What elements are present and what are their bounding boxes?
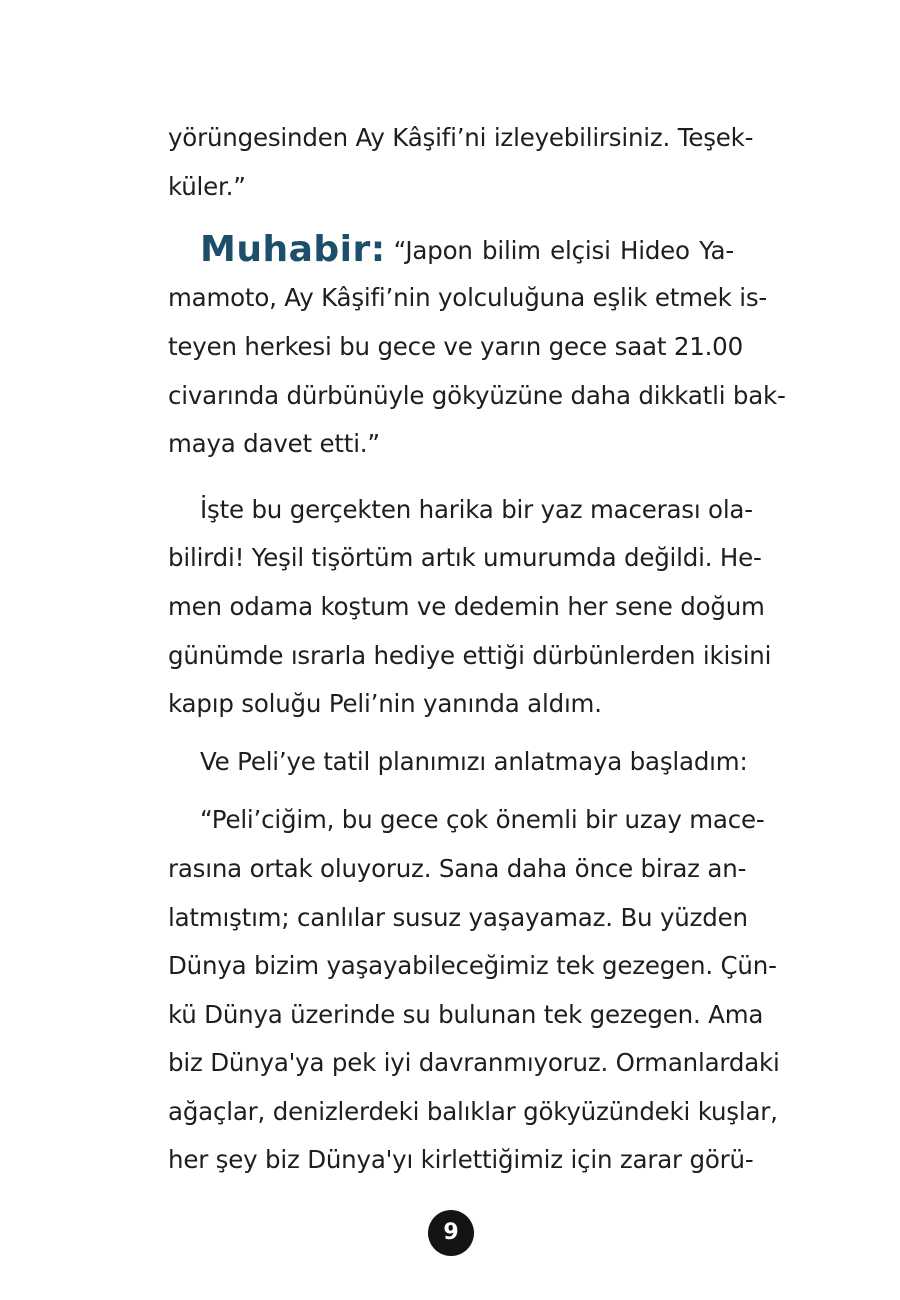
text-line: ağaçlar, denizlerdeki balıklar gökyüzündeki kuşlar, (168, 1097, 778, 1126)
text-line: bilirdi! Yeşil tişörtüm artık umurumda değildi. He- (168, 543, 762, 572)
text-line: kü Dünya üzerinde su bulunan tek gezegen. Ama (168, 1000, 764, 1029)
page-number-badge: 9 (428, 1210, 474, 1256)
text-line: kapıp soluğu Peli’nin yanında aldım. (168, 689, 602, 718)
text-line: latmıştım; canlılar susuz yaşayamaz. Bu yüzden (168, 903, 748, 932)
text-line: men odama koştum ve dedemin her sene doğum (168, 592, 765, 621)
text-line: yörüngesinden Ay Kâşifi’ni izleyebilirsiniz. Teşek- (168, 123, 754, 152)
speaker-line (200, 229, 734, 270)
speaker-label: Muhabir: (200, 229, 386, 270)
text-line: İşte bu gerçekten harika bir yaz macerası ola- (200, 495, 753, 524)
text-line: küler.” (168, 172, 246, 201)
text-line: “Peli’ciğim, bu gece çok önemli bir uzay mace- (200, 805, 765, 834)
text-line: rasına ortak oluyoruz. Sana daha önce biraz an- (168, 854, 747, 883)
text-line: günümde ısrarla hediye ettiği dürbünlerden ikisini (168, 641, 772, 670)
text-line: her şey biz Dünya'yı kirlettiğimiz için zarar görü- (168, 1145, 754, 1174)
text-line: “Japon bilim elçisi Hideo Ya- (393, 236, 734, 265)
text-line: civarında dürbünüyle gökyüzüne daha dikkatli bak- (168, 381, 786, 410)
text-line: mamoto, Ay Kâşifi’nin yolculuğuna eşlik etmek is- (168, 283, 768, 312)
text-line: biz Dünya'ya pek iyi davranmıyoruz. Ormanlardaki (168, 1048, 780, 1077)
text-line: teyen herkesi bu gece ve yarın gece saat 21.00 (168, 332, 743, 361)
text-line: Ve Peli’ye tatil planımızı anlatmaya başladım: (200, 747, 748, 776)
text-line: maya davet etti.” (168, 429, 380, 458)
text-line: Dünya bizim yaşayabileceğimiz tek gezegen. Çün- (168, 951, 777, 980)
